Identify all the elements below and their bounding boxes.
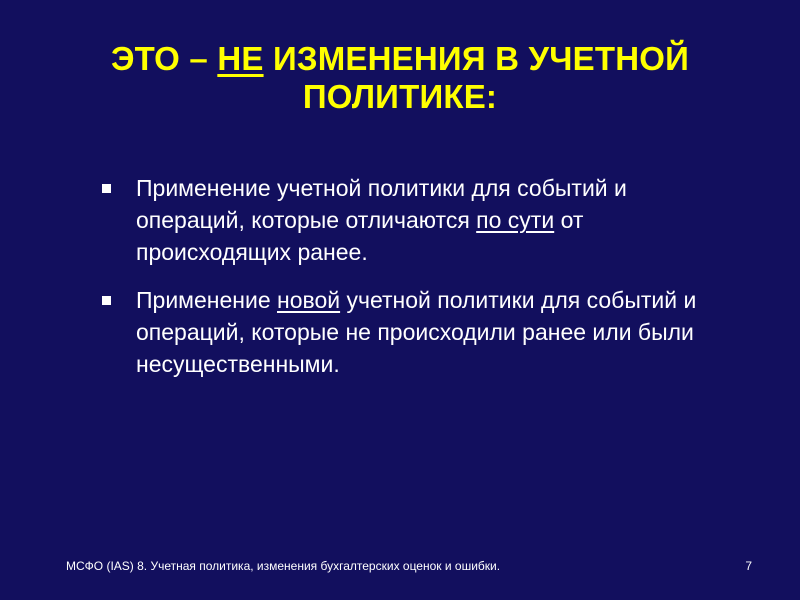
square-bullet-icon: [102, 296, 111, 305]
title-underlined-word: НЕ: [217, 40, 264, 77]
title-text-part2: ИЗМЕНЕНИЯ В УЧЕТНОЙ ПОЛИТИКЕ:: [263, 40, 690, 115]
square-bullet-icon: [102, 184, 111, 193]
bullet-text-after: учетной политики для событий и операций, которые не происходили ранее или были несущественными.: [136, 287, 697, 377]
slide-footer: МСФО (IAS) 8. Учетная политика, изменения бухгалтерских оценок и ошибки.: [66, 559, 501, 573]
slide-title: [60, 40, 740, 116]
bullet-underlined-phrase: по сути: [476, 207, 555, 233]
bullet-text-before: Применение: [136, 287, 277, 313]
bullet-underlined-phrase: новой: [277, 287, 341, 313]
bullet-list: [98, 172, 738, 396]
title-text-part1: ЭТО –: [110, 40, 218, 77]
page-number: 7: [745, 559, 752, 573]
bullet-text-before: Применение учетной политики для событий и операций, которые отличаются: [136, 175, 627, 233]
bullet-text-after: от происходящих ранее.: [136, 207, 584, 265]
bullet-item: [98, 284, 738, 380]
bullet-item: [98, 172, 738, 268]
